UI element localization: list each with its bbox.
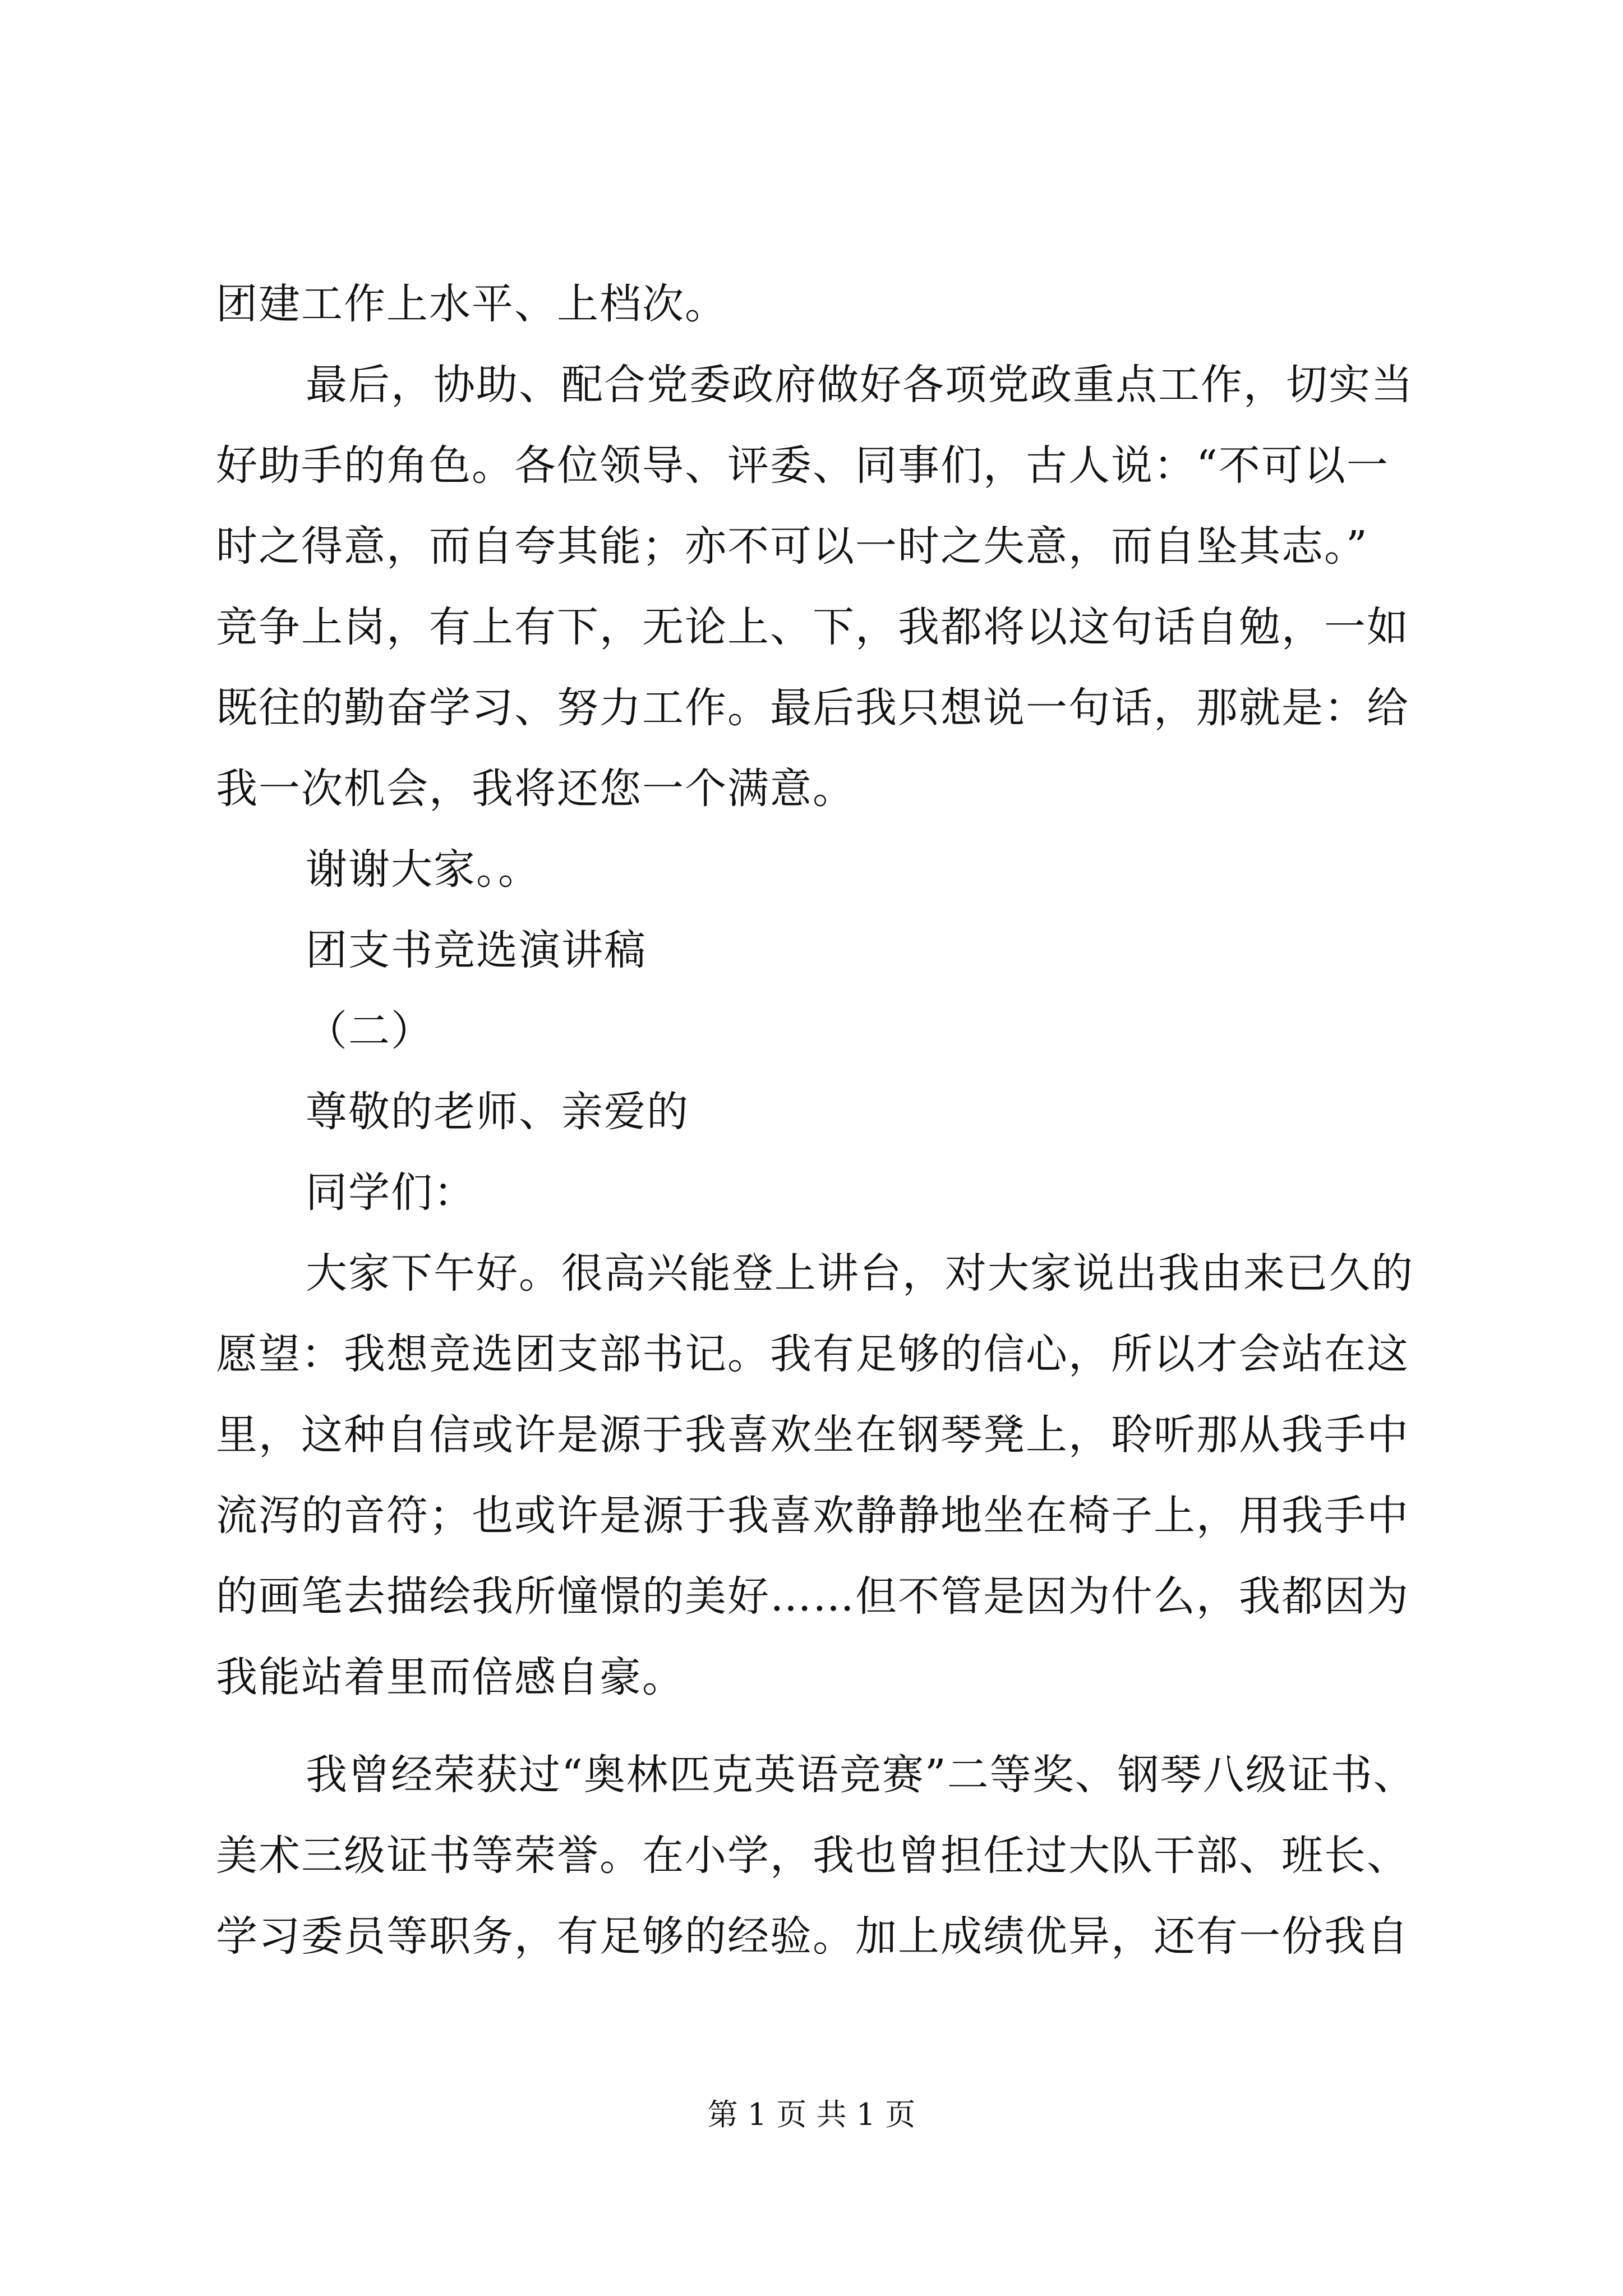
text-line: 既往的勤奋学习、努力工作。最后我只想说一句话，那就是：给 (216, 684, 1409, 732)
section-number: （二） (306, 1007, 434, 1055)
text-line: 流泻的音符；也或许是源于我喜欢静静地坐在椅子上，用我手中 (216, 1492, 1409, 1540)
text-line: 好助手的角色。各位领导、评委、同事们，古人说：“不可以一 (216, 441, 1389, 490)
text-line: 大家下午好。很高兴能登上讲台，对大家说出我由来已久的 (306, 1249, 1414, 1297)
text-line: 我曾经荣获过“奥林匹克英语竞赛”二等奖、钢琴八级证书、 (306, 1751, 1416, 1799)
text-line: 团建工作上水平、上档次。 (216, 280, 727, 328)
text-line: 愿望：我想竞选团支部书记。我有足够的信心，所以才会站在这 (216, 1330, 1409, 1378)
text-line: 谢谢大家。。 (306, 845, 541, 894)
text-line: 里，这种自信或许是源于我喜欢坐在钢琴凳上，聆听那从我手中 (216, 1411, 1409, 1459)
text-line: 竞争上岗，有上有下，无论上、下，我都将以这句话自勉，一如 (216, 603, 1409, 651)
salutation-line: 尊敬的老师、亲爱的 (306, 1088, 689, 1136)
salutation-line: 同学们： (306, 1168, 476, 1217)
document-body (216, 264, 1416, 1977)
section-title: 团支书竞选演讲稿 (306, 926, 647, 974)
text-line: 我能站着里而倍感自豪。 (216, 1653, 685, 1701)
text-line: 我一次机会，我将还您一个满意。 (216, 765, 855, 813)
page-footer: 第 1 页 共 1 页 (707, 2097, 916, 2132)
text-line: 最后，协助、配合党委政府做好各项党政重点工作，切实当 (306, 361, 1414, 409)
text-line: 时之得意，而自夸其能；亦不可以一时之失意，而自坠其志。” (216, 522, 1368, 570)
text-line: 美术三级证书等荣誉。在小学，我也曾担任过大队干部、班长、 (216, 1832, 1409, 1880)
text-line: 的画笔去描绘我所憧憬的美好……但不管是因为什么，我都因为 (216, 1572, 1409, 1621)
text-line: 学习委员等职务，有足够的经验。加上成绩优异，还有一份我自 (216, 1912, 1409, 1961)
